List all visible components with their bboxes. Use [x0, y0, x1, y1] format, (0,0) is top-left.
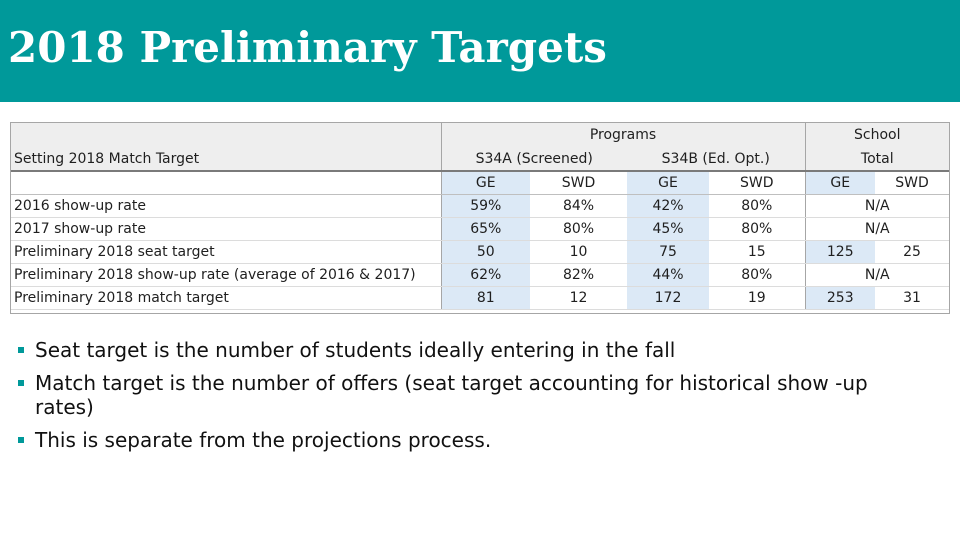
- table-cell: 80%: [530, 217, 627, 240]
- row-label: Preliminary 2018 show-up rate (average of 2016 & 2017): [11, 263, 441, 286]
- table-cell: N/A: [805, 217, 949, 240]
- column-header-row: [11, 171, 949, 194]
- table-cell: 31: [875, 286, 949, 309]
- row-label: 2016 show-up rate: [11, 194, 441, 217]
- table-cell: 19: [709, 286, 805, 309]
- program-b-header: S34B (Ed. Opt.): [627, 147, 805, 171]
- bullet-text: Match target is the number of offers (seat target accounting for historical show -up rates): [35, 371, 868, 419]
- table-cell: 253: [805, 286, 875, 309]
- row-label: Preliminary 2018 seat target: [11, 240, 441, 263]
- bullet-list: [18, 338, 918, 461]
- table-row: [11, 240, 949, 263]
- col-header: SWD: [709, 171, 805, 194]
- square-bullet-icon: [18, 347, 24, 353]
- table-cell: N/A: [805, 263, 949, 286]
- col-header: GE: [627, 171, 709, 194]
- slide-title: 2018 Preliminary Targets: [8, 23, 607, 72]
- title-bar: [0, 0, 960, 102]
- table-cell: 45%: [627, 217, 709, 240]
- table-cell: N/A: [805, 194, 949, 217]
- col-header: GE: [805, 171, 875, 194]
- row-label: 2017 show-up rate: [11, 217, 441, 240]
- square-bullet-icon: [18, 437, 24, 443]
- col-header: SWD: [875, 171, 949, 194]
- bullet-item: [18, 371, 918, 419]
- table-cell: 44%: [627, 263, 709, 286]
- table-cell: 59%: [441, 194, 530, 217]
- table-row: [11, 263, 949, 286]
- bullet-item: [18, 428, 918, 452]
- col-header: GE: [441, 171, 530, 194]
- table-row: [11, 217, 949, 240]
- table-cell: 65%: [441, 217, 530, 240]
- header-row-2: [11, 147, 949, 171]
- programs-header: Programs: [441, 123, 805, 147]
- targets-table: [10, 122, 950, 314]
- table-cell: 10: [530, 240, 627, 263]
- square-bullet-icon: [18, 380, 24, 386]
- total-header: Total: [805, 147, 949, 171]
- table-row: [11, 194, 949, 217]
- table-cell: 82%: [530, 263, 627, 286]
- header-row-1: [11, 123, 949, 147]
- corner-label: Setting 2018 Match Target: [11, 147, 441, 171]
- bullet-item: [18, 338, 918, 362]
- school-header: School: [805, 123, 949, 147]
- table-cell: 75: [627, 240, 709, 263]
- table-cell: 172: [627, 286, 709, 309]
- table-row: [11, 286, 949, 309]
- program-a-header: S34A (Screened): [441, 147, 627, 171]
- table-cell: 25: [875, 240, 949, 263]
- table-cell: 81: [441, 286, 530, 309]
- table-cell: 80%: [709, 263, 805, 286]
- table-cell: 42%: [627, 194, 709, 217]
- bullet-text: This is separate from the projections process.: [35, 428, 492, 452]
- table-cell: 62%: [441, 263, 530, 286]
- table-cell: 15: [709, 240, 805, 263]
- table-cell: 12: [530, 286, 627, 309]
- row-label: Preliminary 2018 match target: [11, 286, 441, 309]
- table-cell: 80%: [709, 217, 805, 240]
- col-header: SWD: [530, 171, 627, 194]
- bullet-text: Seat target is the number of students ideally entering in the fall: [35, 338, 676, 362]
- table-cell: 50: [441, 240, 530, 263]
- table-cell: 80%: [709, 194, 805, 217]
- table-cell: 125: [805, 240, 875, 263]
- table-cell: 84%: [530, 194, 627, 217]
